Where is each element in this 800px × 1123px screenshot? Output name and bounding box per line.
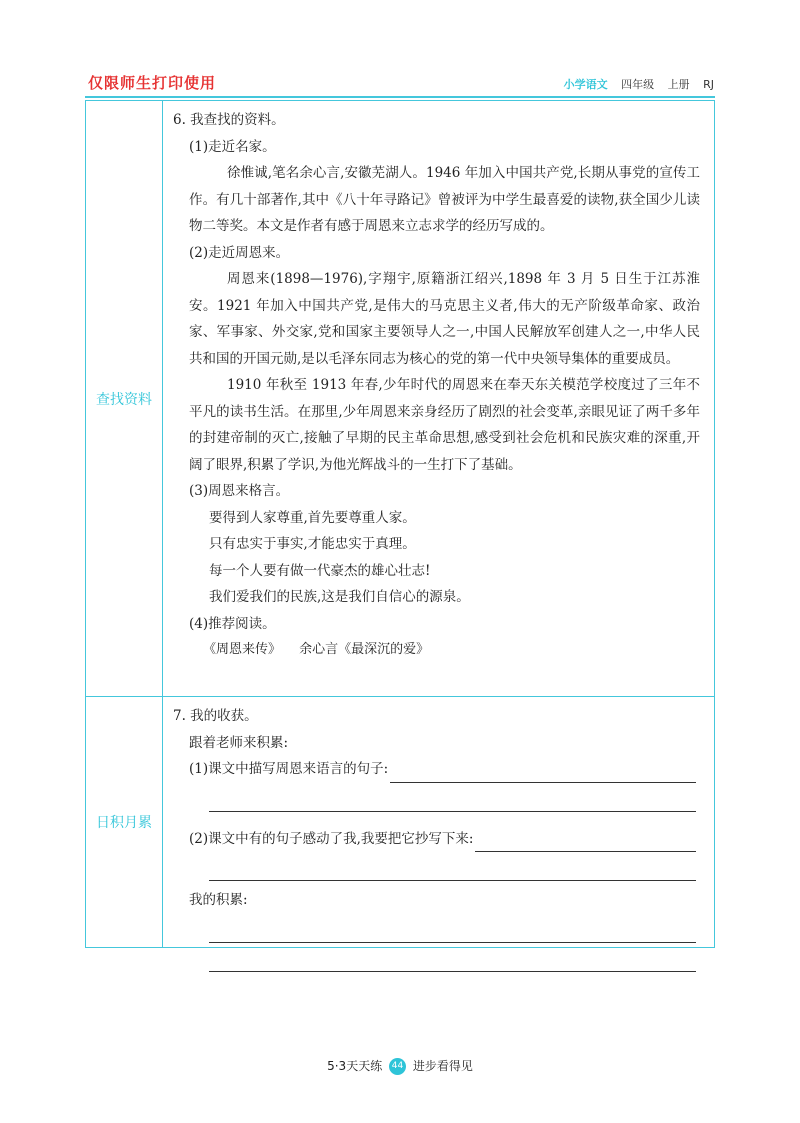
header-meta bbox=[554, 76, 714, 92]
section-research bbox=[86, 101, 714, 697]
subheading-quotes: (3)周恩来格言。 bbox=[189, 483, 290, 499]
intro-text: 跟着老师来积累: bbox=[189, 734, 289, 751]
worksheet-table bbox=[85, 100, 715, 948]
header-grade: 四年级 bbox=[621, 78, 655, 91]
quote-item: 只有忠实于事实,才能忠实于真理。 bbox=[209, 536, 416, 552]
page-number: 44 bbox=[389, 1058, 406, 1075]
footer-brand: 5·3天天练 bbox=[327, 1059, 383, 1073]
subheading-zhou: (2)走近周恩来。 bbox=[189, 244, 290, 261]
header-divider bbox=[85, 96, 715, 98]
question-heading: 7. 我的收获。 bbox=[173, 708, 258, 724]
subheading-author: (1)走近名家。 bbox=[189, 138, 276, 155]
book-title: 《周恩来传》 bbox=[203, 642, 282, 657]
header-title: 仅限师生打印使用 bbox=[88, 74, 217, 92]
answer-line[interactable] bbox=[209, 943, 696, 972]
my-accumulation-label: 我的积累: bbox=[189, 892, 248, 908]
recommended-books bbox=[173, 637, 704, 664]
answer-line[interactable] bbox=[209, 914, 696, 943]
answer-line[interactable] bbox=[475, 833, 696, 852]
section-label-accumulate: 日积月累 bbox=[86, 697, 163, 947]
quote-item: 我们爱我们的民族,这是我们自信心的源泉。 bbox=[209, 589, 470, 605]
quote-item: 要得到人家尊重,首先要尊重人家。 bbox=[209, 509, 416, 526]
fill-question-1-text: (1)课文中描写周恩来语言的句子: bbox=[189, 761, 389, 777]
fill-question-2 bbox=[173, 826, 704, 853]
section-label-research: 查找资料 bbox=[86, 101, 163, 696]
fill-question-1 bbox=[173, 756, 704, 783]
quote-item: 每一个人要有做一代豪杰的雄心壮志! bbox=[209, 562, 431, 579]
header-volume: 上册 bbox=[667, 78, 690, 91]
question-heading: 6. 我查找的资料。 bbox=[173, 112, 285, 128]
page-footer bbox=[0, 1057, 800, 1075]
section-content-research bbox=[163, 101, 714, 696]
fill-question-2-text: (2)课文中有的句子感动了我,我要把它抄写下来: bbox=[189, 830, 474, 847]
footer-slogan: 进步看得见 bbox=[412, 1059, 473, 1073]
answer-line[interactable] bbox=[209, 852, 696, 881]
book-title: 余心言《最深沉的爱》 bbox=[299, 642, 430, 657]
header-edition: RJ bbox=[703, 78, 714, 91]
answer-line[interactable] bbox=[209, 783, 696, 812]
answer-line[interactable] bbox=[390, 764, 696, 783]
paragraph-zhou-bio: 周恩来(1898—1976),字翔宇,原籍浙江绍兴,1898 年 3 月 5 日生于江苏淮安。1921 年加入中国共产党,是伟大的马克思主义者,伟大的无产阶级革命家、政治家、军事家、外交家,党和国家主要领导人之一,中国人民解放军创建人之一,中华人民共和国的开国元勋,是以毛泽东同志为核心的党的第一代中央领导集体的重要成员。 bbox=[189, 271, 700, 367]
paragraph-zhou-youth: 1910 年秋至 1913 年春,少年时代的周恩来在奉天东关模范学校度过了三年不平凡的读书生活。在那里,少年周恩来亲身经历了剧烈的社会变革,亲眼见证了两千多年的封建帝制的灭亡,接触了早期的民主革命思想,感受到社会危机和民族灾难的深重,开阔了眼界,积累了学识,为他光辉战斗的一生打下了基础。 bbox=[189, 377, 700, 473]
section-content-accumulate bbox=[163, 697, 714, 947]
paragraph-author: 徐惟诚,笔名余心言,安徽芜湖人。1946 年加入中国共产党,长期从事党的宣传工作。有几十部著作,其中《八十年寻路记》曾被评为中学生最喜爱的读物,获全国少儿读物二等奖。本文是作者有感于周恩来立志求学的经历写成的。 bbox=[189, 165, 700, 234]
subheading-reading: (4)推荐阅读。 bbox=[189, 615, 276, 632]
section-accumulate bbox=[86, 697, 714, 947]
header-subject: 小学语文 bbox=[563, 78, 608, 91]
